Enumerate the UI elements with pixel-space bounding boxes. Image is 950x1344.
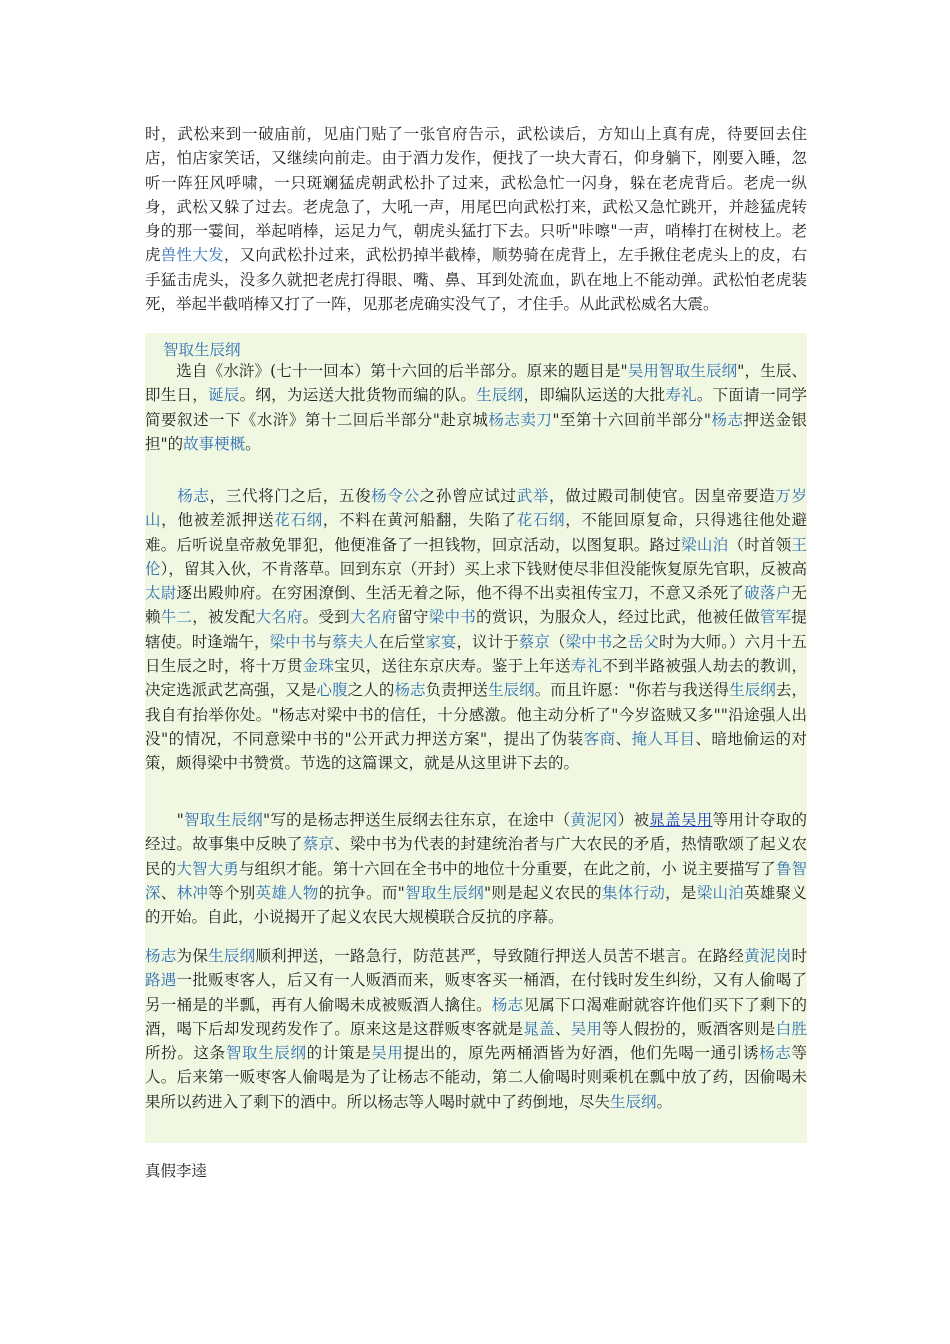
inline-link[interactable]: 智取生辰纲	[183, 811, 263, 829]
inline-link[interactable]: 梁中书	[565, 632, 613, 651]
inline-link[interactable]: 金珠	[302, 657, 335, 676]
inline-link[interactable]: 掩人耳目	[631, 729, 696, 748]
inline-link[interactable]: 生辰纲	[610, 1092, 657, 1111]
text-run: 、	[160, 883, 177, 902]
inline-link[interactable]: 黄泥冈	[570, 811, 618, 829]
text-run: 、	[615, 729, 632, 748]
inline-link[interactable]: 杨令公	[371, 487, 420, 505]
text-run: 提出的，原先两桶酒皆为好酒，他们先喝一通引诱	[403, 1044, 760, 1063]
inline-link[interactable]: 杨志卖刀	[488, 410, 553, 429]
text-run: 。	[245, 434, 261, 453]
inline-link[interactable]: 智取生辰纲	[225, 1044, 307, 1063]
text-run: 无赖	[145, 584, 807, 627]
inline-link[interactable]: 杨志	[145, 947, 177, 965]
text-run: （	[549, 632, 566, 651]
inline-link[interactable]: 万岁山	[145, 487, 807, 530]
text-run: 的抗争。而"	[318, 883, 405, 902]
text-run: ，做过殿司制使官。因皇帝要造	[549, 487, 776, 505]
inline-link[interactable]: 杨志	[394, 681, 426, 700]
inline-link[interactable]: 集体行动	[601, 883, 666, 902]
text-run: 。受到	[302, 608, 350, 627]
inline-link[interactable]: 王伦	[145, 535, 807, 578]
inline-link[interactable]: 黄泥岗	[744, 947, 792, 965]
text-run: 的计策是	[306, 1044, 372, 1063]
text-run: 。纲，为运送大批货物而编的队。	[239, 386, 477, 405]
inline-link[interactable]: 杨志	[711, 410, 744, 429]
text-run: 。下面请一同学简要叙述一下《水浒》第十二回后半部分"赴京城	[145, 386, 807, 429]
inline-link[interactable]: 智取生辰纲	[404, 883, 485, 902]
text-run: 、	[554, 1019, 571, 1038]
text-run: 去，我自有抬举你处。"杨志对梁中书的信任，十分感激。他主动分析了"今岁盗贼又多""沿途强人出没"的情况，不同意梁中书的"公开武力押送方案"，提出了伪装	[145, 681, 807, 748]
inline-link[interactable]: 心腹	[316, 681, 348, 700]
inline-link[interactable]: 杨志	[177, 487, 210, 505]
inline-link[interactable]: 生辰纲	[476, 386, 524, 405]
inline-link[interactable]: 管军	[759, 608, 792, 627]
paragraph-plot	[145, 944, 807, 1114]
text-run: ，被发配	[192, 608, 256, 627]
text-run: "至第十六回前半部分"	[552, 410, 712, 429]
inline-link[interactable]: 客商	[583, 729, 616, 748]
inline-link[interactable]: 武举	[516, 487, 550, 505]
text-run: 不到半路被强人劫去的教训，决定选派武艺高强，又是	[145, 657, 807, 700]
text-run: 留守	[397, 608, 429, 627]
inline-link[interactable]: 大名府	[255, 608, 303, 627]
text-run: "写的是杨志押送生辰纲去往东京，在途中（	[262, 811, 571, 829]
text-run: ），留其入伙，不肯落草。回到东京（开封）买上求下钱财使尽非但没能恢复原先官职，反被高	[160, 559, 807, 578]
text-run: 时	[791, 947, 807, 965]
inline-link[interactable]: 岳父	[627, 632, 659, 651]
inline-link[interactable]: 寿礼	[570, 657, 603, 676]
text-run: "则是起义农民的	[484, 883, 602, 902]
section-heading-zhiqu-shengchengang[interactable]: 智取生辰纲	[163, 341, 241, 359]
text-run: 、梁中书为代表的封建统治者与广大农民的矛盾，热情歌颂了起义农民的	[145, 835, 807, 878]
text-run: 提辖使。时逢端午，	[145, 608, 807, 651]
text-run: ，他被差派押送	[161, 511, 275, 530]
text-run: "	[145, 811, 184, 829]
inline-link[interactable]: 梁山泊	[681, 535, 729, 554]
paragraph-summary	[145, 808, 807, 929]
inline-link[interactable]: 梁中书	[269, 632, 317, 651]
text-run: 的赏识，为服众人，经过比武，他被任做	[476, 608, 760, 627]
text-run: 。	[656, 1092, 673, 1111]
inline-link[interactable]: 吴用	[371, 1044, 404, 1063]
inline-link[interactable]: 破落户	[744, 584, 792, 603]
text-run: 所扮。这条	[145, 1044, 226, 1063]
inline-link[interactable]: 兽性大发	[160, 246, 224, 265]
inline-link[interactable]: 生辰纲	[208, 947, 256, 965]
text-run: "，生辰、即生日，	[145, 362, 807, 405]
inline-link[interactable]: 诞辰	[208, 386, 240, 405]
text-run: 在后堂	[378, 632, 426, 651]
text-run: ，三代将门之后，五俊	[209, 487, 372, 505]
inline-link[interactable]: 梁山泊	[696, 883, 745, 902]
text-run: 一批贩枣客人，后又有一人贩酒而来，贩枣客买一桶酒，在付钱时发生纠纷，又有人偷喝了另一桶是的半瓢，再有人偷喝未成被贩酒人擒住。	[145, 971, 807, 1014]
inline-link[interactable]: 生辰纲	[729, 681, 776, 700]
text-run: ，不料在黄河船翻，失陷了	[322, 511, 517, 530]
text-run: 与组织才能。第十六回在全书中的地位十分重要，在此之前，小 说主要描写了	[238, 859, 776, 878]
inline-link[interactable]: 家宴	[425, 632, 457, 651]
inline-link[interactable]: 吴用	[570, 1019, 603, 1038]
text-run: 之孙曾应试过	[419, 487, 517, 505]
text-run: 时为大师。）六月十五日生辰之时，将十万贯	[145, 632, 807, 676]
paragraph-yangzhi-background	[145, 484, 807, 776]
text-run: 逐出殿帅府。在穷困潦倒、生活无着之际，他不得不出卖祖传宝刀，不意又杀死了	[176, 584, 745, 603]
text-run: 等人。后来第一贩枣客人偷喝是为了让杨志不能动，第二人偷喝时则乘机在瓢中放了药，因偷喝未果所以药进入了剩下的酒中。所以杨志等人喝时就中了药倒地，尽失	[145, 1044, 807, 1111]
text-run: ）被	[617, 811, 650, 829]
inline-link[interactable]: 太尉	[145, 584, 177, 603]
text-run: ，即编队运送的大批	[523, 386, 666, 405]
next-section-title: 真假李逵	[145, 1162, 208, 1180]
inline-link[interactable]: 晁盖吴用	[649, 811, 713, 829]
text-run: ，又向武松扑过来，武松扔掉半截棒，顺势骑在虎背上，左手揪住老虎头上的皮，右手猛击虎头，没多久就把老虎打得眼、嘴、鼻、耳到处流血，趴在地上不能动弹。武松怕老虎装死，举起半截哨棒又打了一阵，见那老虎确实没气了，才住手。从此武松威名大震。	[145, 246, 807, 314]
inline-link[interactable]: 白胜	[775, 1019, 807, 1038]
text-run: 为保	[176, 947, 209, 965]
inline-link[interactable]: 杨志	[491, 995, 524, 1014]
text-run: 押送金银担"的	[145, 410, 807, 453]
text-run: ，议计于	[456, 632, 519, 651]
text-run: 之人的	[347, 681, 395, 700]
inline-link[interactable]: 吴用智取生辰纲	[627, 362, 738, 380]
inline-link[interactable]: 寿礼	[665, 386, 697, 405]
text-run: 负责押送	[425, 681, 488, 700]
text-run	[145, 487, 177, 505]
text-run: 、暗地偷运的对策，颇得梁中书赞赏。节选的这篇课文，就是从这里讲下去的。	[145, 729, 807, 773]
text-run: 等个别	[208, 883, 256, 902]
text-run: 等人假扮的，贩酒客则是	[602, 1019, 776, 1038]
inline-link[interactable]: 林冲	[176, 883, 209, 902]
text-run: 宝贝，送往东京庆寿。鉴于上年送	[334, 657, 571, 676]
inline-link[interactable]: 蔡京	[518, 632, 550, 651]
inline-link[interactable]: 生辰纲	[488, 681, 535, 700]
text-run: 见属下口渴难耐就容许他们买下了剩下的酒，喝下后却发现药发作了。原来这是这群贩枣客就是	[145, 995, 807, 1038]
text-run: ，是	[665, 883, 697, 902]
text-run: 等用计夺取的经过。故事集中反映了	[145, 811, 807, 854]
paragraph-wusong-tiger	[145, 122, 807, 316]
text-run: 英雄聚义的开始。自此，小说揭开了起义农民大规模联合反抗的序幕。	[145, 883, 807, 927]
inline-link[interactable]: 英雄人物	[255, 883, 319, 902]
inline-link[interactable]: 大智大勇	[176, 859, 239, 878]
text-run: 之	[612, 632, 628, 651]
inline-link[interactable]: 故事梗概	[183, 434, 246, 453]
text-run: 与	[316, 632, 332, 651]
text-run: 。而且许愿："你若与我送得	[534, 681, 730, 700]
inline-link[interactable]: 花石纲	[516, 511, 566, 530]
inline-link[interactable]: 花石纲	[274, 511, 323, 530]
inline-link[interactable]: 鲁智深	[145, 859, 807, 902]
inline-link[interactable]: 大名府	[349, 608, 398, 627]
inline-link[interactable]: 蔡京	[302, 835, 335, 854]
inline-link[interactable]: 杨志	[759, 1044, 792, 1063]
text-run: 选自《水浒》(七十一回本）第十六回的后半部分。原来的题目是"	[145, 362, 628, 380]
inline-link[interactable]: 梁中书	[428, 608, 477, 627]
text-run: （时首领	[728, 535, 792, 554]
inline-link[interactable]: 晁盖	[523, 1019, 555, 1038]
inline-link[interactable]: 蔡夫人	[331, 632, 379, 651]
text-run: ，不能回原复命，只得逃往他处避难。后听说皇帝赦免罪犯，他便准备了一担钱物，回京活动，以图复职。路过	[145, 511, 807, 554]
text-run: 顺利押送，一路急行，防范甚严，导致随行押送人员苦不堪言。在路经	[255, 947, 745, 965]
inline-link[interactable]: 路遇	[145, 971, 177, 990]
inline-link[interactable]: 牛二	[160, 608, 193, 627]
paragraph-intro	[145, 359, 807, 456]
text-run: 时，武松来到一破庙前，见庙门贴了一张官府告示，武松读后，方知山上真有虎，待要回去住店，怕店家笑话，又继续向前走。由于酒力发作，便找了一块大青石，仰身躺下，刚要入睡，忽听一阵狂风呼啸，一只斑斓猛虎朝武松扑了过来，武松急忙一闪身，躲在老虎背后。老虎一纵身，武松又躲了过去。老虎急了，大吼一声，用尾巴向武松打来，武松又急忙跳开，并趁猛虎转身的那一霎间，举起哨棒，运足力气，朝虎头猛打下去。只听"咔嚓"一声，哨棒打在树枝上。老虎	[145, 125, 807, 265]
